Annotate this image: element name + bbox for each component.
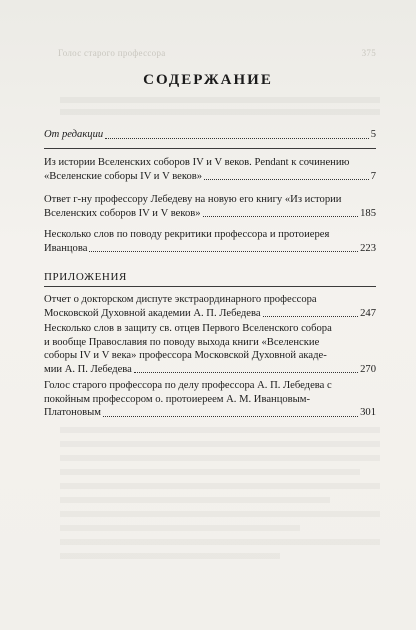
running-header-left: Голос старого профессора: [58, 48, 166, 58]
toc-entry[interactable]: [44, 193, 376, 220]
toc-entry-line: Несколько слов по поводу рекритики профессора и протоиерея: [44, 229, 330, 240]
toc-page-number: 185: [360, 207, 376, 219]
dot-leader: [263, 316, 359, 317]
page-title: СОДЕРЖАНИЕ: [143, 72, 273, 88]
running-header: [58, 48, 376, 58]
toc-entry[interactable]: [44, 293, 376, 320]
dot-leader: [203, 216, 359, 217]
toc-page-number: 301: [360, 407, 376, 419]
toc-entry-line: Вселенских соборов IV и V веков»: [44, 207, 201, 219]
divider: [44, 148, 376, 149]
toc-entry-line: Ответ г-ну профессору Лебедеву на новую его книгу «Из истории: [44, 194, 342, 205]
toc-page-number: 7: [370, 170, 376, 182]
toc-entry[interactable]: [44, 156, 376, 183]
dot-leader: [89, 251, 358, 252]
toc-entry-line: Платоновым: [44, 407, 101, 419]
toc-entry-line: соборы IV и V века» профессора Московской Духовной акаде-: [44, 350, 327, 362]
toc-entry-line: Из истории Вселенских соборов IV и V веков. Pendant к сочинению: [44, 157, 350, 168]
toc-page-number: 223: [360, 242, 376, 254]
toc-entry-line: мии А. П. Лебедева: [44, 363, 132, 375]
toc-entry-line: «Вселенские соборы IV и V веков»: [44, 170, 203, 182]
toc-entry[interactable]: [44, 322, 376, 376]
dot-leader: [204, 179, 369, 180]
toc-page-number: 270: [360, 363, 376, 375]
toc-entry-line: Отчет о докторском диспуте экстраординарного профессора: [44, 294, 317, 305]
toc-page-number: 247: [360, 307, 376, 319]
divider: [44, 286, 376, 287]
dot-leader: [105, 138, 369, 139]
appendix-heading: ПРИЛОЖЕНИЯ: [44, 271, 127, 283]
toc-entry[interactable]: [44, 379, 376, 420]
toc-entry-label: От редакции: [44, 129, 104, 140]
toc-entry[interactable]: [44, 228, 376, 255]
toc-entry-line: Голос старого профессора по делу профессора А. П. Лебедева с: [44, 380, 332, 391]
toc-entry-line: покойным профессором о. протоиереем А. М. Иванцовым-: [44, 393, 311, 405]
dot-leader: [103, 416, 358, 417]
dot-leader: [134, 372, 358, 373]
toc-entry-line: и вообще Православия по поводу выхода книги «Вселенские: [44, 336, 320, 348]
toc-page-number: 5: [370, 129, 376, 140]
toc-entry-line: Несколько слов в защиту св. отцев Первого Вселенского собора: [44, 323, 332, 334]
running-header-right: 375: [361, 48, 376, 58]
toc-entry-line: Иванцова: [44, 242, 88, 254]
toc-entry-line: Московской Духовной академии А. П. Лебедева: [44, 307, 261, 319]
toc-entry-editorial[interactable]: [44, 128, 376, 142]
